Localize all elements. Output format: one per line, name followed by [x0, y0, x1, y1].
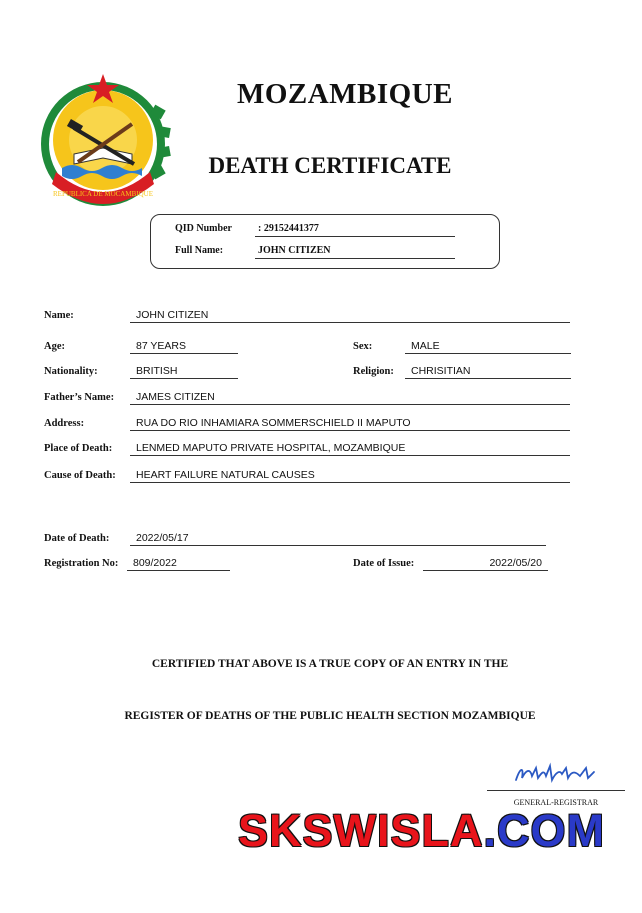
- fullname-label: Full Name:: [175, 245, 224, 256]
- religion-label: Religion:: [353, 366, 394, 377]
- registration-label: Registration No:: [44, 558, 119, 569]
- signature-line: [487, 790, 625, 791]
- country-title: MOZAMBIQUE: [236, 78, 454, 110]
- age-value: 87 YEARS: [130, 340, 238, 354]
- certification-line-1: CERTIFIED THAT ABOVE IS A TRUE COPY OF AN ENTRY IN THE: [151, 658, 509, 670]
- sex-value: MALE: [405, 340, 571, 354]
- address-label: Address:: [44, 418, 85, 429]
- qid-label: QID Number: [175, 223, 232, 234]
- place-of-death-label: Place of Death:: [44, 443, 113, 454]
- registration-value: 809/2022: [127, 557, 230, 571]
- address-value: RUA DO RIO INHAMIARA SOMMERSCHIELD II MAPUTO: [130, 417, 570, 431]
- date-of-death-label: Date of Death:: [44, 533, 110, 544]
- qid-value: : 29152441377: [255, 223, 455, 237]
- date-of-issue-value: 2022/05/20: [423, 557, 548, 571]
- watermark-part-1: SKSWISLA: [238, 805, 484, 856]
- mozambique-emblem: [34, 72, 172, 212]
- nationality-label: Nationality:: [44, 366, 98, 377]
- age-label: Age:: [44, 341, 65, 352]
- registrar-signature: [510, 758, 600, 788]
- fullname-value: JOHN CITIZEN: [255, 245, 455, 259]
- place-of-death-value: LENMED MAPUTO PRIVATE HOSPITAL, MOZAMBIQUE: [130, 442, 570, 456]
- father-name-value: JAMES CITIZEN: [130, 391, 570, 405]
- sex-label: Sex:: [353, 341, 373, 352]
- date-of-death-value: 2022/05/17: [130, 532, 546, 546]
- certification-line-2: REGISTER OF DEATHS OF THE PUBLIC HEALTH SECTION MOZAMBIQUE: [124, 710, 536, 722]
- signer-title: GENERAL-REGISTRAR: [513, 798, 599, 807]
- document-title: DEATH CERTIFICATE: [208, 153, 452, 178]
- father-name-label: Father’s Name:: [44, 392, 115, 403]
- cause-of-death-label: Cause of Death:: [44, 470, 116, 481]
- religion-value: CHRISITIAN: [405, 365, 571, 379]
- emblem-ribbon-text: REPUBLICA DE MOCAMBIQUE: [53, 190, 153, 198]
- nationality-value: BRITISH: [130, 365, 238, 379]
- watermark: [238, 805, 605, 857]
- cause-of-death-value: HEART FAILURE NATURAL CAUSES: [130, 469, 570, 483]
- date-of-issue-label: Date of Issue:: [353, 558, 415, 569]
- name-label: Name:: [44, 310, 74, 321]
- watermark-part-2: .COM: [483, 805, 606, 856]
- name-value: JOHN CITIZEN: [130, 309, 570, 323]
